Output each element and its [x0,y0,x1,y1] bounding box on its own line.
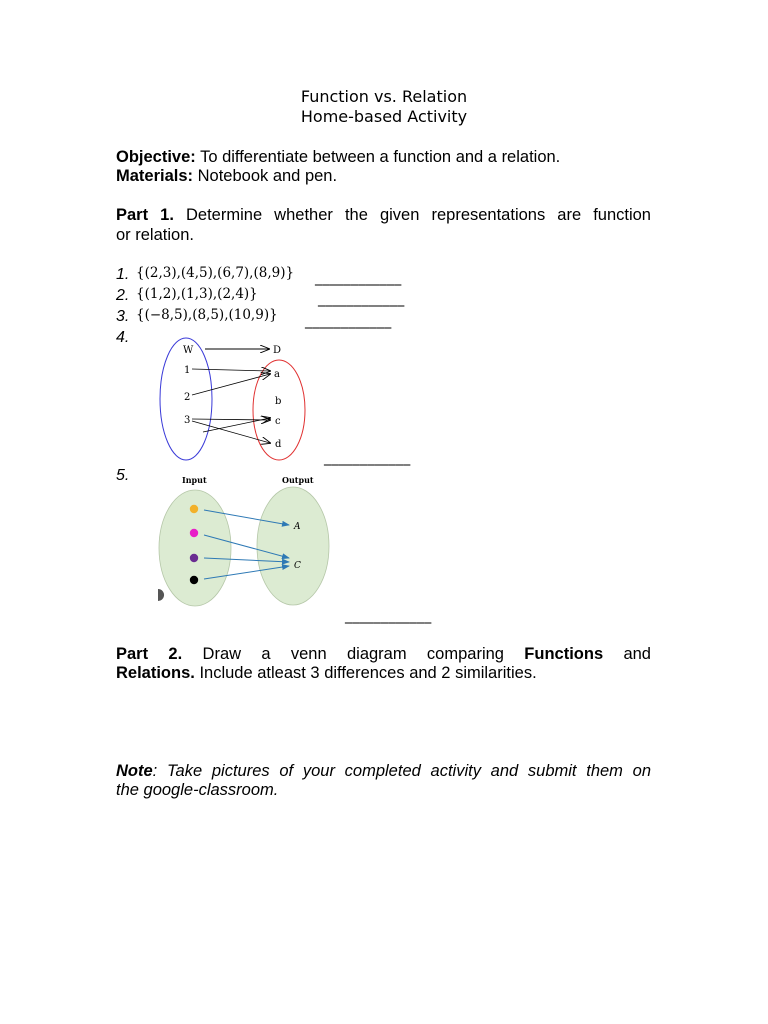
part2-label: Part 2. [116,645,183,663]
output-element-c: C [294,561,301,571]
part1-instruction [116,206,651,225]
materials-label: Materials: [116,167,194,185]
item-3-expression: {(−8,5),(8,5),(10,9)} [136,307,278,323]
mapping-diagram-4 [155,336,315,464]
item-5-answer-blank: ____________ [345,608,432,624]
input-dot-1 [190,505,198,513]
mapping-arrow-1-a [192,369,270,371]
part2-instruction [116,645,651,664]
note-text: : Take pictures of your completed activity and submit them on [152,762,651,780]
mapping-arrow-cross [203,418,270,432]
item-2-number: 2. [116,287,130,304]
note-line-cont: the google-classroom. [116,781,279,799]
item-5-number: 5. [116,467,130,484]
input-label: Input [182,475,207,485]
output-element-a: A [294,522,301,532]
item-2-expression: {(1,2),(1,3),(2,4)} [136,286,258,302]
codomain-element-d: d [275,439,282,450]
codomain-element-a: a [274,369,280,380]
output-oval [257,487,329,605]
input-dot-2 [190,529,198,537]
mapping-arrow-2-a [192,374,270,395]
output-label: Output [282,475,314,485]
item-2-answer-blank: ____________ [318,291,405,307]
item-4-number: 4. [116,329,130,346]
page-subtitle: Home-based Activity [300,107,468,126]
part1-label: Part 1. [116,206,174,224]
part2-instruction-cont [116,664,651,683]
codomain-element-c: c [275,416,281,427]
objective-text: To differentiate between a function and a relation. [195,148,561,166]
domain-element-1: 1 [184,365,191,376]
materials-line [116,167,656,186]
note-line [116,762,651,781]
input-dot-4 [190,576,198,584]
note-label: Note [116,762,153,780]
page-title: Function vs. Relation [300,87,468,106]
domain-element-3: 3 [184,415,191,426]
item-1-number: 1. [116,266,130,283]
objective-line [116,148,656,167]
item-1-expression: {(2,3),(4,5),(6,7),(8,9)} [136,265,295,281]
item-4-answer-blank: ____________ [324,450,411,466]
part2-text-a: Draw a venn diagram comparing [182,645,525,663]
mapping-diagram-5 [158,472,334,608]
mapping-arrow-3-c [192,419,270,420]
part1-text: Determine whether the given representations are function [173,206,651,224]
objective-label: Objective: [116,148,196,166]
domain-name-label: W [183,345,194,356]
item-3-answer-blank: ____________ [305,313,392,329]
codomain-element-b: b [275,396,282,407]
materials-text: Notebook and pen. [193,167,338,185]
part2-text-c: Include atleast 3 differences and 2 similarities. [194,664,537,682]
relations-word: Relations. [116,664,195,682]
part2-text-b: and [603,645,651,663]
functions-word: Functions [524,645,604,663]
part1-instruction-cont: or relation. [116,226,194,244]
item-1-answer-blank: ____________ [315,270,402,286]
codomain-name-label: D [273,345,282,356]
item-3-number: 3. [116,308,130,325]
input-dot-3 [190,554,198,562]
domain-element-2: 2 [184,392,191,403]
